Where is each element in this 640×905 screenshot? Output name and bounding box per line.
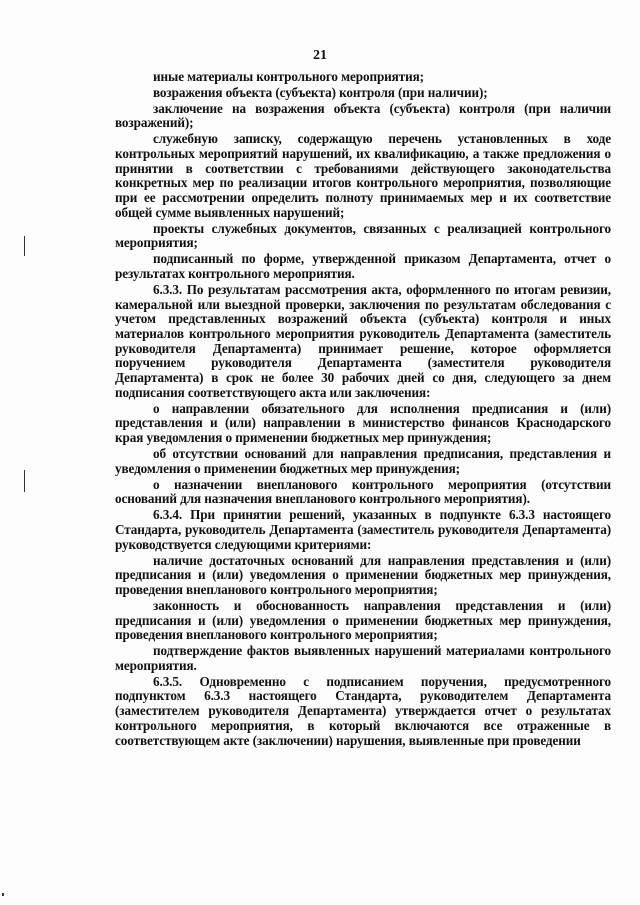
paragraph: служебную записку, содержащую перечень установленных в ходе контрольных мероприятий нарушений, их квалификацию, а также предложения о принятии в соответствии с требованиями действующего законодательства конкретных мер по реализации итогов контрольного мероприятия, позволяющие при ее рассмотрении определить полноту принимаемых мер и их соответствие общей сумме выявленных нарушений; [115, 131, 611, 220]
paragraph: об отсутствии оснований для направления предписания, представления и уведомления о применении бюджетных мер принуждения; [115, 446, 611, 476]
paragraph: проекты служебных документов, связанных с реализацией контрольного мероприятия; [115, 220, 611, 251]
paragraph: подтверждение фактов выявленных нарушений материалами контрольного мероприятия. [115, 643, 611, 673]
document-body [115, 70, 611, 749]
page-number: 21 [313, 48, 327, 63]
paragraph: возражения объекта (субъекта) контроля (при наличии); [153, 84, 488, 100]
scan-mark [2, 893, 4, 896]
paragraph: подписанный по форме, утвержденной приказом Департамента, отчет о результатах контрольного мероприятия. [115, 251, 611, 282]
scan-mark [24, 236, 25, 256]
scan-mark [24, 470, 25, 492]
paragraph: заключение на возражения объекта (субъекта) контроля (при наличии возражений); [115, 100, 611, 131]
paragraph: о направлении обязательного для исполнения предписания и (или) представления и (или) направлении в министерство финансов Краснодарского края уведомления о применении бюджетных мер принуждения; [115, 400, 611, 446]
paragraph: 6.3.5. Одновременно с подписанием поручения, предусмотренного подпунктом 6.3.3 настоящего Стандарта, руководителем Департамента (заместителем руководителя Департамента) утверждается отчет о результатах контрольного мероприятия, в который включаются все отраженные в соответствующем акте (заключении) нарушения, выявленные при проведении [115, 673, 611, 748]
paragraph: 6.3.3. По результатам рассмотрения акта, оформленного по итогам ревизии, камеральной или выездной проверки, заключения по результатам обследования с учетом представленных возражений объекта (субъекта) контроля и иных материалов контрольного мероприятия руководитель Департамента (заместитель руководителя Департамента) принимает решение, которое оформляется поручением руководителя Департамента (заместителя руководителя Департамента) в срок не более 30 рабочих дней со дня, следующего за днем подписания соответствующего акта или заключения: [115, 281, 611, 400]
paragraph: о назначении внепланового контрольного мероприятия (отсутствии оснований для назначения внепланового контрольного мероприятия). [115, 476, 611, 507]
paragraph: 6.3.4. При принятии решений, указанных в подпункте 6.3.3 настоящего Стандарта, руководитель Департамента (заместитель руководителя Департамента) руководствуется следующими критериями: [115, 507, 611, 552]
paragraph: законность и обоснованность направления представления и (или) предписания и (или) уведомления о применении бюджетных мер принуждения, проведения внепланового контрольного мероприятия; [115, 597, 611, 643]
paragraph: наличие достаточных оснований для направления представления и (или) предписания и (или) уведомления о применении бюджетных мер принуждения, проведения внепланового контрольного мероприятия; [115, 552, 611, 597]
paragraph: иные материалы контрольного мероприятия; [153, 69, 424, 84]
